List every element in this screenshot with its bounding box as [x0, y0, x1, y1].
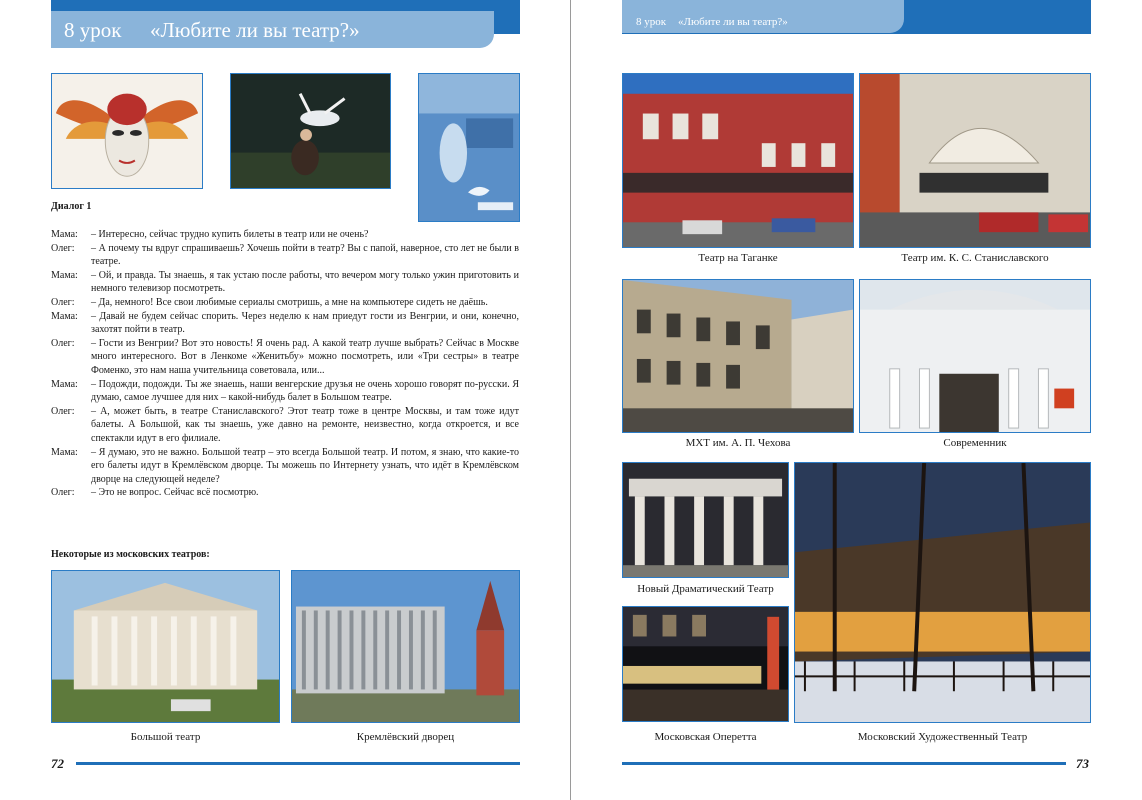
speaker: Олег:: [51, 242, 75, 254]
operetta-image: [622, 606, 789, 722]
swan-lake-poster: [418, 73, 520, 222]
dialog-line: [51, 378, 519, 405]
kremlin-palace-image: [291, 570, 520, 723]
caption-new-drama: Новый Драматический Театр: [637, 583, 774, 595]
dialog-text: – Да, немного! Все свои любимые сериалы смотришь, а мне на компьютере сидеть не даёшь.: [91, 296, 488, 308]
dialog-line: [51, 242, 519, 269]
theatres-title: Некоторые из московских театров:: [51, 549, 210, 560]
speaker: Мама:: [51, 378, 78, 390]
speaker: Олег:: [51, 487, 75, 499]
dialog-text: – Это не вопрос. Сейчас всё посмотрю.: [91, 487, 259, 499]
page-divider: [570, 0, 571, 800]
speaker: Мама:: [51, 310, 78, 322]
dialog-line: [51, 269, 519, 296]
dialog-title: Диалог 1: [51, 201, 92, 212]
left-header-lesson: 8 урок: [64, 18, 122, 42]
left-footer-line: [76, 762, 520, 765]
speaker: Олег:: [51, 296, 75, 308]
dialog-text: – Ой, и правда. Ты знаешь, я так устаю после работы, что вечером могу только ужин приготовить и немного телевизор посмотреть.: [91, 269, 519, 295]
sovremennik-image: [859, 279, 1091, 433]
caption-taganka: Театр на Таганке: [698, 252, 778, 264]
art-theatre-image: [794, 462, 1091, 723]
dialog-text: – А, может быть, в театре Станиславского? Этот театр тоже в центре Москвы, и там тоже идут балеты. А Большой, как ты знаешь, уже давно на ремонте, неизвестно, когда откроется, и все спектакли идут в его филиале.: [91, 405, 519, 444]
dialog-text: – Я думаю, это не важно. Большой театр – это всегда Большой театр. И потом, я знаю, что какие-то его балеты идут в Кремлёвском дворце. Ты можешь по Интернету узнать, что идёт в Кремлёвском дворце на следующей неделе?: [91, 446, 519, 485]
caption-art-theatre: Московский Художественный Театр: [857, 731, 1028, 743]
stanislavsky-image: [859, 73, 1091, 248]
right-header-lesson: 8 урок: [636, 16, 667, 28]
speaker: Мама:: [51, 446, 78, 458]
dialog-text: – Подожди, подожди. Ты же знаешь, наши венгерские друзья не очень хорошо говорят по-русски. Я думаю, самое лучшее для них – какой-нибудь балет в Большом театре.: [91, 378, 519, 404]
caption-operetta: Московская Оперетта: [654, 731, 757, 743]
mkhat-image: [622, 279, 854, 433]
caption-stanislavsky: Театр им. К. С. Станиславского: [901, 252, 1049, 264]
right-header-title: «Любите ли вы театр?»: [678, 16, 788, 28]
speaker: Олег:: [51, 405, 75, 417]
dialog-text: – Интересно, сейчас трудно купить билеты в театр или не очень?: [91, 229, 369, 240]
caption-mkhat: МХТ им. А. П. Чехова: [685, 437, 791, 449]
caption-kremlin: Кремлёвский дворец: [356, 731, 455, 743]
speaker: Олег:: [51, 337, 75, 349]
dialog-line: [51, 446, 519, 487]
page-number-right: 73: [1076, 756, 1089, 771]
dialog-line: [51, 337, 519, 378]
caption-bolshoi: Большой театр: [130, 731, 201, 743]
right-footer-line: [622, 762, 1066, 765]
bolshoi-image: [51, 570, 280, 723]
caption-sovremennik: Современник: [943, 437, 1007, 449]
page-number-left: 72: [51, 756, 64, 771]
dialog-text: – Давай не будем сейчас спорить. Через неделю к нам приедут гости из Венгрии, и они, конечно, захотят пойти в театр.: [91, 310, 519, 336]
dialog-line: [51, 228, 519, 242]
dialog-text: – А почему ты вдруг спрашиваешь? Хочешь пойти в театр? Вы с папой, наверное, сто лет не были в театре.: [91, 242, 519, 268]
speaker: Мама:: [51, 229, 78, 240]
mask-image: [51, 73, 203, 189]
dialog-line: [51, 310, 519, 337]
speaker: Мама:: [51, 269, 78, 281]
ballet-image: [230, 73, 391, 189]
left-header-title: «Любите ли вы театр?»: [150, 18, 360, 42]
dialog: [51, 228, 519, 500]
dialog-line: [51, 405, 519, 446]
new-drama-image: [622, 462, 789, 578]
dialog-text: – Гости из Венгрии? Вот это новость! Я очень рад. А какой театр лучше выбрать? Сейчас в Москве много интересного. Вот в Ленкоме «Женитьбу» можно посмотреть, или «Три сестры» в театре Фоменко, это нам наша учительница советовала, или...: [91, 337, 519, 376]
dialog-line: [51, 296, 519, 310]
dialog-line: [51, 486, 519, 500]
taganka-image: [622, 73, 854, 248]
